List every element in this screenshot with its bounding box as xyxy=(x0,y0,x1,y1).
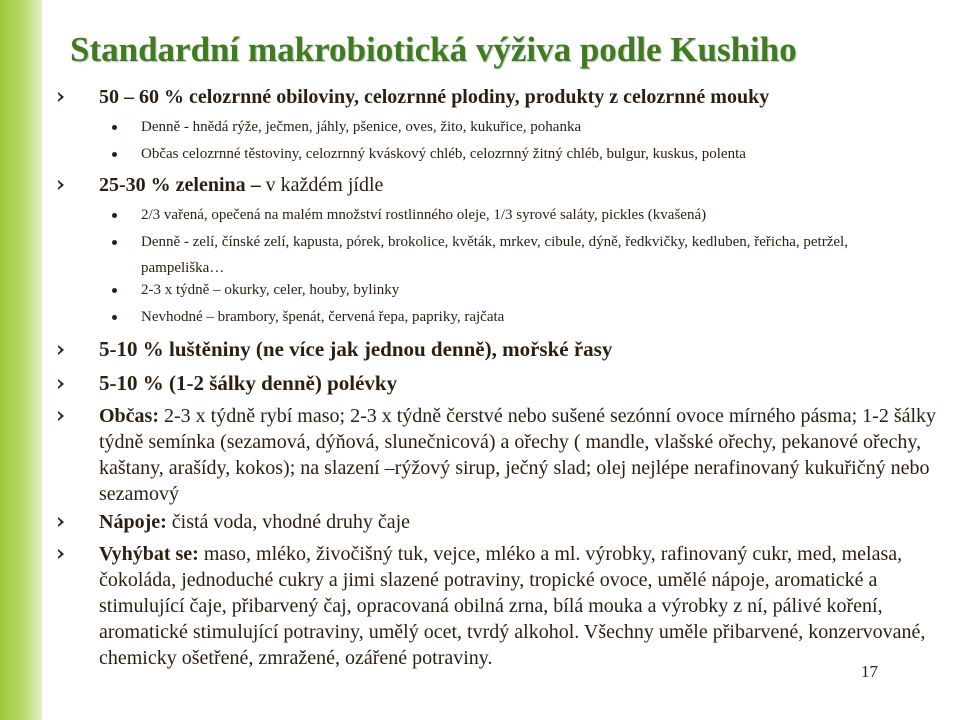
arrow-bullet-icon xyxy=(58,92,64,102)
item-bold: 5-10 % (1-2 šálky denně) polévky xyxy=(99,371,398,395)
dot-bullet-icon xyxy=(112,288,117,293)
item-bold: 50 – 60 % celozrnné obiloviny, celozrnné plodiny, produkty z celozrnné mouky xyxy=(99,86,770,108)
arrow-bullet-icon xyxy=(58,517,64,527)
dot-bullet-icon xyxy=(112,125,117,130)
item-text: 2/3 vařená, opečená na malém množství rostlinného oleje, 1/3 syrové saláty, pickles (kvašená) xyxy=(141,207,707,223)
dot-bullet-icon xyxy=(112,152,117,157)
arrow-bullet-icon xyxy=(58,411,64,421)
arrow-bullet-icon xyxy=(58,379,64,389)
item-text: Denně - hnědá rýže, ječmen, jáhly, pšenice, oves, žito, kukuřice, pohanka xyxy=(141,119,582,135)
arrow-bullet-icon xyxy=(58,345,64,355)
item-text: Denně - zelí, čínské zelí, kapusta, pórek, brokolice, květák, mrkev, cibule, dýně, ředkvičky, kedluben, řeřicha, petržel, pampeliška… xyxy=(141,234,848,276)
item-text: Občas celozrnné těstoviny, celozrnný kváskový chléb, celozrnný žitný chléb, bulgur, kuskus, polenta xyxy=(141,146,746,162)
item-text: maso, mléko, živočišný tuk, vejce, mléko a ml. výrobky, rafinovaný cukr, med, melasa, čokoláda, jednoduché cukry a jimi slazené potraviny, tropické ovoce, umělé nápoje, aromatické a stimulující čaje, přibarvený čaj, opracovaná obilná zrna, bílá mouka a výrobky z ní, pálivé koření, aromatické stimulující potraviny, umělý ocet, tvrdý alkohol. Všechny uměle přibarvené, konzervované, chemicky ošetřené, zmražené, ozářené potraviny. xyxy=(99,543,926,669)
item-text: Nevhodné – brambory, špenát, červená řepa, papriky, rajčata xyxy=(141,309,505,325)
item-bold: 25-30 % zelenina – xyxy=(99,174,261,196)
item-text: 2-3 x týdně rybí maso; 2-3 x týdně čerstvé nebo sušené sezónní ovoce mírného pásma; 1-2 šálky týdně semínka (sezamová, dýňová, slunečnicová) a ořechy ( mandle, vlašské ořechy, pekanové ořechy, kaštany, arašídy, kokos); na slazení –rýžový sirup, ječný slad; olej nejlépe nerafinovaný kukuřičný nebo sezamový xyxy=(99,405,937,505)
item-bold: Vyhýbat se: xyxy=(99,543,199,565)
arrow-bullet-icon xyxy=(58,549,64,559)
item-bold: Občas: xyxy=(99,405,159,427)
page-number: 17 xyxy=(861,662,878,681)
item-bold: Nápoje: xyxy=(99,511,167,533)
dot-bullet-icon xyxy=(112,315,117,320)
item-bold: 5-10 % luštěniny (ne více jak jednou denně), mořské řasy xyxy=(99,337,613,361)
slide-title: Standardní makrobiotická výživa podle Kushiho xyxy=(70,30,797,69)
item-text: v každém jídle xyxy=(260,174,384,196)
left-accent-bar xyxy=(0,0,42,720)
arrow-bullet-icon xyxy=(58,180,64,190)
item-text: čistá voda, vhodné druhy čaje xyxy=(166,511,411,533)
dot-bullet-icon xyxy=(112,240,117,245)
dot-bullet-icon xyxy=(112,213,117,218)
item-text: 2-3 x týdně – okurky, celer, houby, bylinky xyxy=(141,282,400,298)
